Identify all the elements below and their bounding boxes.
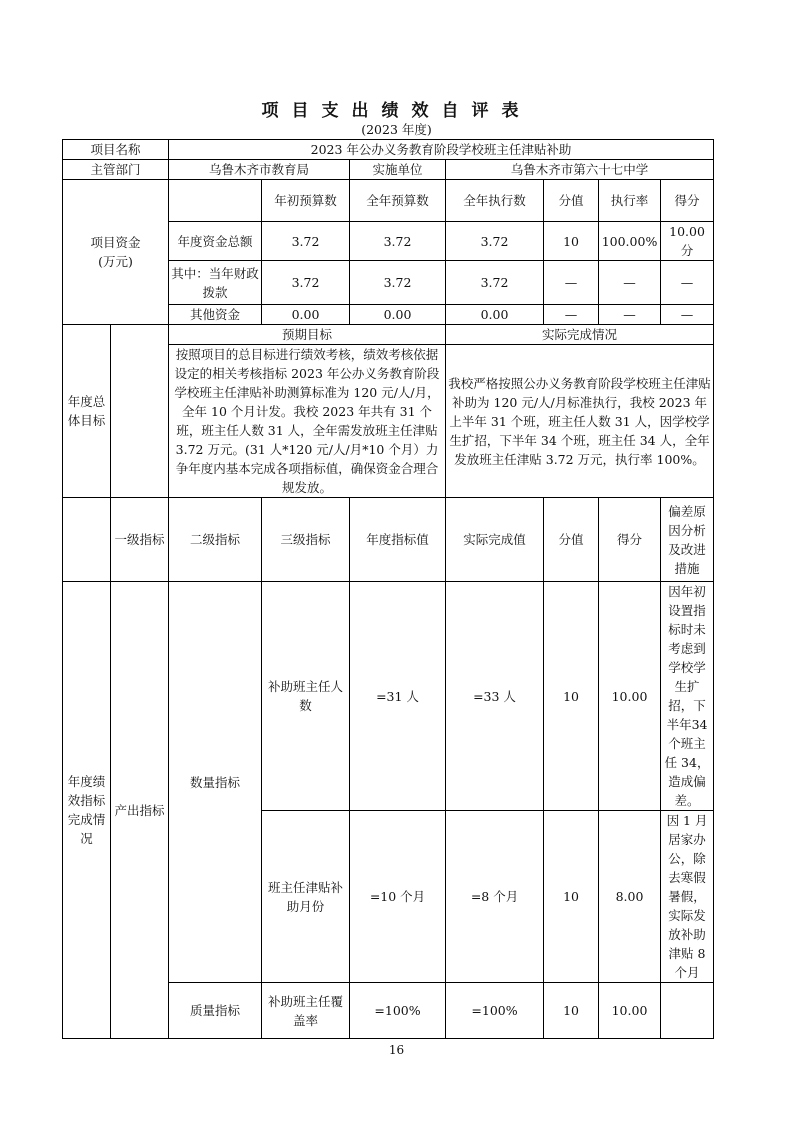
funds-cell: — (599, 305, 661, 325)
goals-actual-text: 我校严格按照公办义务教育阶段学校班主任津贴补助为 120 元/人/月标准执行，我校 2023 年上半年 31 个班，班主任人数 31 人，因学校学生扩招，下半年 34 个班，班主任 34 人，全年发放班主任津贴 3.72 万元，执行率 100%。 (446, 345, 714, 498)
funds-cell: 0.00 (350, 305, 446, 325)
funds-cell: 0.00 (262, 305, 350, 325)
indicator-header: 年度指标值 (350, 498, 446, 582)
page-subtitle: (2023 年度) (361, 122, 432, 137)
indicator-header: 实际完成值 (446, 498, 544, 582)
funds-header-blank (169, 180, 262, 222)
score-value-cell: 10 (544, 983, 599, 1039)
deviation-cell (661, 983, 714, 1039)
goals-expected-header: 预期目标 (169, 325, 446, 345)
funds-cell: 3.72 (262, 261, 350, 305)
funds-cell: 10 (544, 222, 599, 261)
indicator-header: 一级指标 (111, 498, 169, 582)
indicator-header: 得分 (599, 498, 661, 582)
goals-expected-text: 按照项目的总目标进行绩效考核，绩效考核依据设定的相关考核指标 2023 年公办义务教育阶段学校班主任津贴补助测算标准为 120 元/人/月，全年 10 个月计发。我校 2023 年共有 31 个班，班主任人数 31 人，全年需发放班主任津贴 3.72 万元。(31 人*120 元/人/月*10 个月）力争年度内基本完成各项指标值，确保资金合理合规发放。 (169, 345, 446, 498)
score-cell: 10.00 (599, 983, 661, 1039)
funds-cell: — (661, 261, 714, 305)
funds-header: 执行率 (599, 180, 661, 222)
actual-cell: =100% (446, 983, 544, 1039)
funds-label-line2: (万元) (98, 254, 133, 269)
page-title: 项目支出绩效自评表 (261, 101, 532, 121)
funds-cell: 3.72 (446, 261, 544, 305)
indicator-header-blank (63, 498, 111, 582)
funds-cell: 3.72 (446, 222, 544, 261)
funds-label-line1: 项目资金 (90, 235, 141, 250)
funds-cell: — (599, 261, 661, 305)
target-cell: =100% (350, 983, 446, 1039)
funds-row-label: 其他资金 (169, 305, 262, 325)
goals-blank (111, 325, 169, 498)
funds-header: 全年执行数 (446, 180, 544, 222)
deviation-cell: 因年初设置指标时未考虑到学校学生扩招，下半年34 个班主任 34，造成偏差。 (661, 582, 714, 811)
target-cell: =10 个月 (350, 811, 446, 983)
funds-cell: 3.72 (350, 261, 446, 305)
deviation-cell: 因 1 月居家办公，除去寒假暑假，实际发放补助津贴 8 个月 (661, 811, 714, 983)
dept-label: 主管部门 (63, 160, 169, 180)
level1-output: 产出指标 (111, 582, 169, 1039)
indicator-header: 分值 (544, 498, 599, 582)
funds-header: 得分 (661, 180, 714, 222)
funds-row-label: 其中：当年财政拨款 (169, 261, 262, 305)
dept-value: 乌鲁木齐市教育局 (169, 160, 350, 180)
level2-quality: 质量指标 (169, 983, 262, 1039)
level3-cell: 班主任津贴补助月份 (262, 811, 350, 983)
goals-label: 年度总体目标 (63, 325, 111, 498)
project-name-value: 2023 年公办义务教育阶段学校班主任津贴补助 (169, 140, 714, 160)
indicator-header: 偏差原因分析及改进措施 (661, 498, 714, 582)
level3-cell: 补助班主任覆盖率 (262, 983, 350, 1039)
funds-cell: 3.72 (262, 222, 350, 261)
indicators-label: 年度绩效指标完成情况 (63, 582, 111, 1039)
impl-label: 实施单位 (350, 160, 446, 180)
goals-actual-header: 实际完成情况 (446, 325, 714, 345)
funds-cell: — (544, 261, 599, 305)
indicator-header: 三级指标 (262, 498, 350, 582)
project-name-label: 项目名称 (63, 140, 169, 160)
score-value-cell: 10 (544, 811, 599, 983)
level2-quantity: 数量指标 (169, 582, 262, 983)
funds-cell: 0.00 (446, 305, 544, 325)
page-number: 16 (388, 1043, 405, 1057)
level3-cell: 补助班主任人数 (262, 582, 350, 811)
funds-cell: 100.00% (599, 222, 661, 261)
funds-header: 全年预算数 (350, 180, 446, 222)
funds-cell: — (544, 305, 599, 325)
target-cell: =31 人 (350, 582, 446, 811)
actual-cell: =8 个月 (446, 811, 544, 983)
score-cell: 10.00 (599, 582, 661, 811)
funds-header: 年初预算数 (262, 180, 350, 222)
funds-cell: — (661, 305, 714, 325)
indicator-header: 二级指标 (169, 498, 262, 582)
score-cell: 8.00 (599, 811, 661, 983)
funds-cell: 10.00 分 (661, 222, 714, 261)
funds-label (63, 180, 169, 325)
funds-header: 分值 (544, 180, 599, 222)
evaluation-table (62, 139, 714, 1039)
funds-row-label: 年度资金总额 (169, 222, 262, 261)
funds-cell: 3.72 (350, 222, 446, 261)
actual-cell: =33 人 (446, 582, 544, 811)
impl-value: 乌鲁木齐市第六十七中学 (446, 160, 714, 180)
score-value-cell: 10 (544, 582, 599, 811)
